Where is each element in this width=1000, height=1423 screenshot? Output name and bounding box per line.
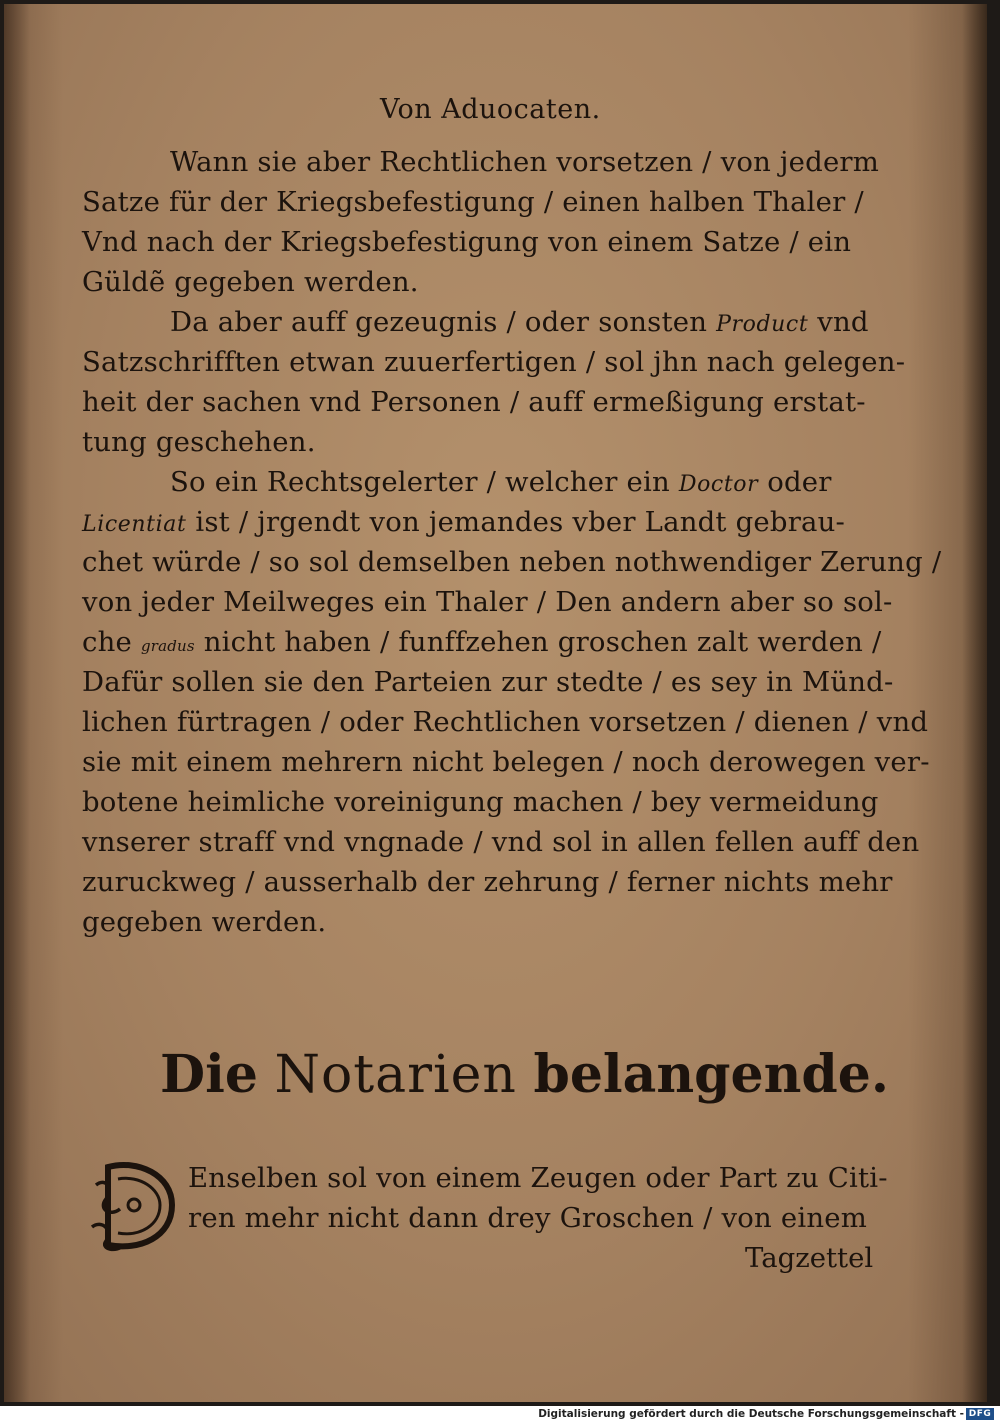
text-segment: vnd	[808, 306, 869, 338]
text-line	[82, 142, 932, 182]
text-segment: Güldẽ gegeben werden.	[82, 266, 419, 298]
text-segment: Dafür sollen sie den Parteien zur stedte / es sey in Münd-	[82, 666, 894, 698]
decorated-initial-glyph	[88, 1155, 180, 1255]
text-segment: tung geschehen.	[82, 426, 316, 458]
text-line	[82, 262, 932, 302]
text-segment: heit der sachen vnd Personen / auff ermeßigung erstat-	[82, 386, 866, 418]
section-line: ren mehr nicht dann drey Groschen / von einem	[188, 1202, 868, 1234]
text-segment: nicht haben / funffzehen groschen zalt werden /	[194, 626, 882, 658]
text-segment: gegeben werden.	[82, 906, 327, 938]
decorated-initial	[88, 1155, 180, 1255]
text-segment: Satzschrifften etwan zuuerfertigen / sol jhn nach gelegen-	[82, 346, 906, 378]
text-line	[82, 542, 942, 582]
text-line	[82, 422, 932, 462]
text-segment: Da aber auff gezeugnis / oder sonsten	[170, 306, 717, 338]
text-segment: Wann sie aber Rechtlichen vorsetzen / von jederm	[170, 146, 880, 178]
running-head: Von Aduocaten.	[380, 94, 601, 125]
text-segment: ist / jrgendt von jemandes vber Landt gebrau-	[186, 506, 846, 538]
text-line	[82, 702, 932, 742]
text-line	[82, 902, 932, 942]
page-edge-shadow-right	[962, 4, 987, 1402]
text-segment: von jeder Meilweges ein Thaler / Den andern aber so sol-	[82, 586, 893, 618]
body-text	[82, 142, 942, 982]
text-segment: oder	[758, 466, 832, 498]
catchword: Tagzettel	[745, 1242, 874, 1274]
latin-term: gradus	[140, 637, 195, 655]
section-heading	[160, 1035, 900, 1115]
text-segment: sie mit einem mehrern nicht belegen / noch derowegen ver-	[82, 746, 930, 778]
dfg-logo: DFG	[966, 1408, 994, 1420]
text-line	[82, 862, 932, 902]
text-line	[82, 582, 932, 622]
text-segment: lichen fürtragen / oder Rechtlichen vorsetzen / dienen / vnd	[82, 706, 929, 738]
text-segment: botene heimliche voreinigung machen / bey vermeidung	[82, 786, 879, 818]
text-segment: chet würde / so sol demselben neben nothwendiger Zerung /	[82, 546, 942, 578]
text-line	[82, 622, 932, 662]
text-line	[82, 302, 932, 342]
section-line: Enselben sol von einem Zeugen oder Part zu Citi-	[188, 1162, 888, 1194]
text-segment: zuruckweg / ausserhalb der zehrung / ferner nichts mehr	[82, 866, 893, 898]
text-line	[82, 382, 932, 422]
text-line	[82, 742, 932, 782]
latin-term: Doctor	[678, 472, 759, 497]
text-segment: Vnd nach der Kriegsbefestigung von einem Satze / ein	[82, 226, 852, 258]
latin-term: Licentiat	[82, 512, 187, 537]
latin-term: Product	[716, 312, 809, 337]
text-line	[82, 222, 932, 262]
text-line	[82, 462, 932, 502]
text-line	[82, 782, 932, 822]
text-line	[82, 662, 932, 702]
text-segment: So ein Rechtsgelerter / welcher ein	[170, 466, 679, 498]
text-line	[82, 342, 932, 382]
footer-credit: Digitalisierung gefördert durch die Deutsche Forschungsgemeinschaft -	[538, 1408, 964, 1420]
text-segment: vnserer straff vnd vngnade / vnd sol in allen fellen auff den	[82, 826, 920, 858]
text-line	[82, 182, 932, 222]
text-line	[82, 822, 932, 862]
text-segment: Satze für der Kriegsbefestigung / einen halben Thaler /	[82, 186, 864, 218]
page-edge-shadow-left	[4, 4, 30, 1402]
heading-word-3: belangende.	[533, 1044, 889, 1105]
heading-word-2: Notarien	[274, 1045, 517, 1105]
text-segment: che	[82, 626, 141, 658]
text-line	[82, 502, 932, 542]
heading-word-1: Die	[160, 1044, 258, 1105]
